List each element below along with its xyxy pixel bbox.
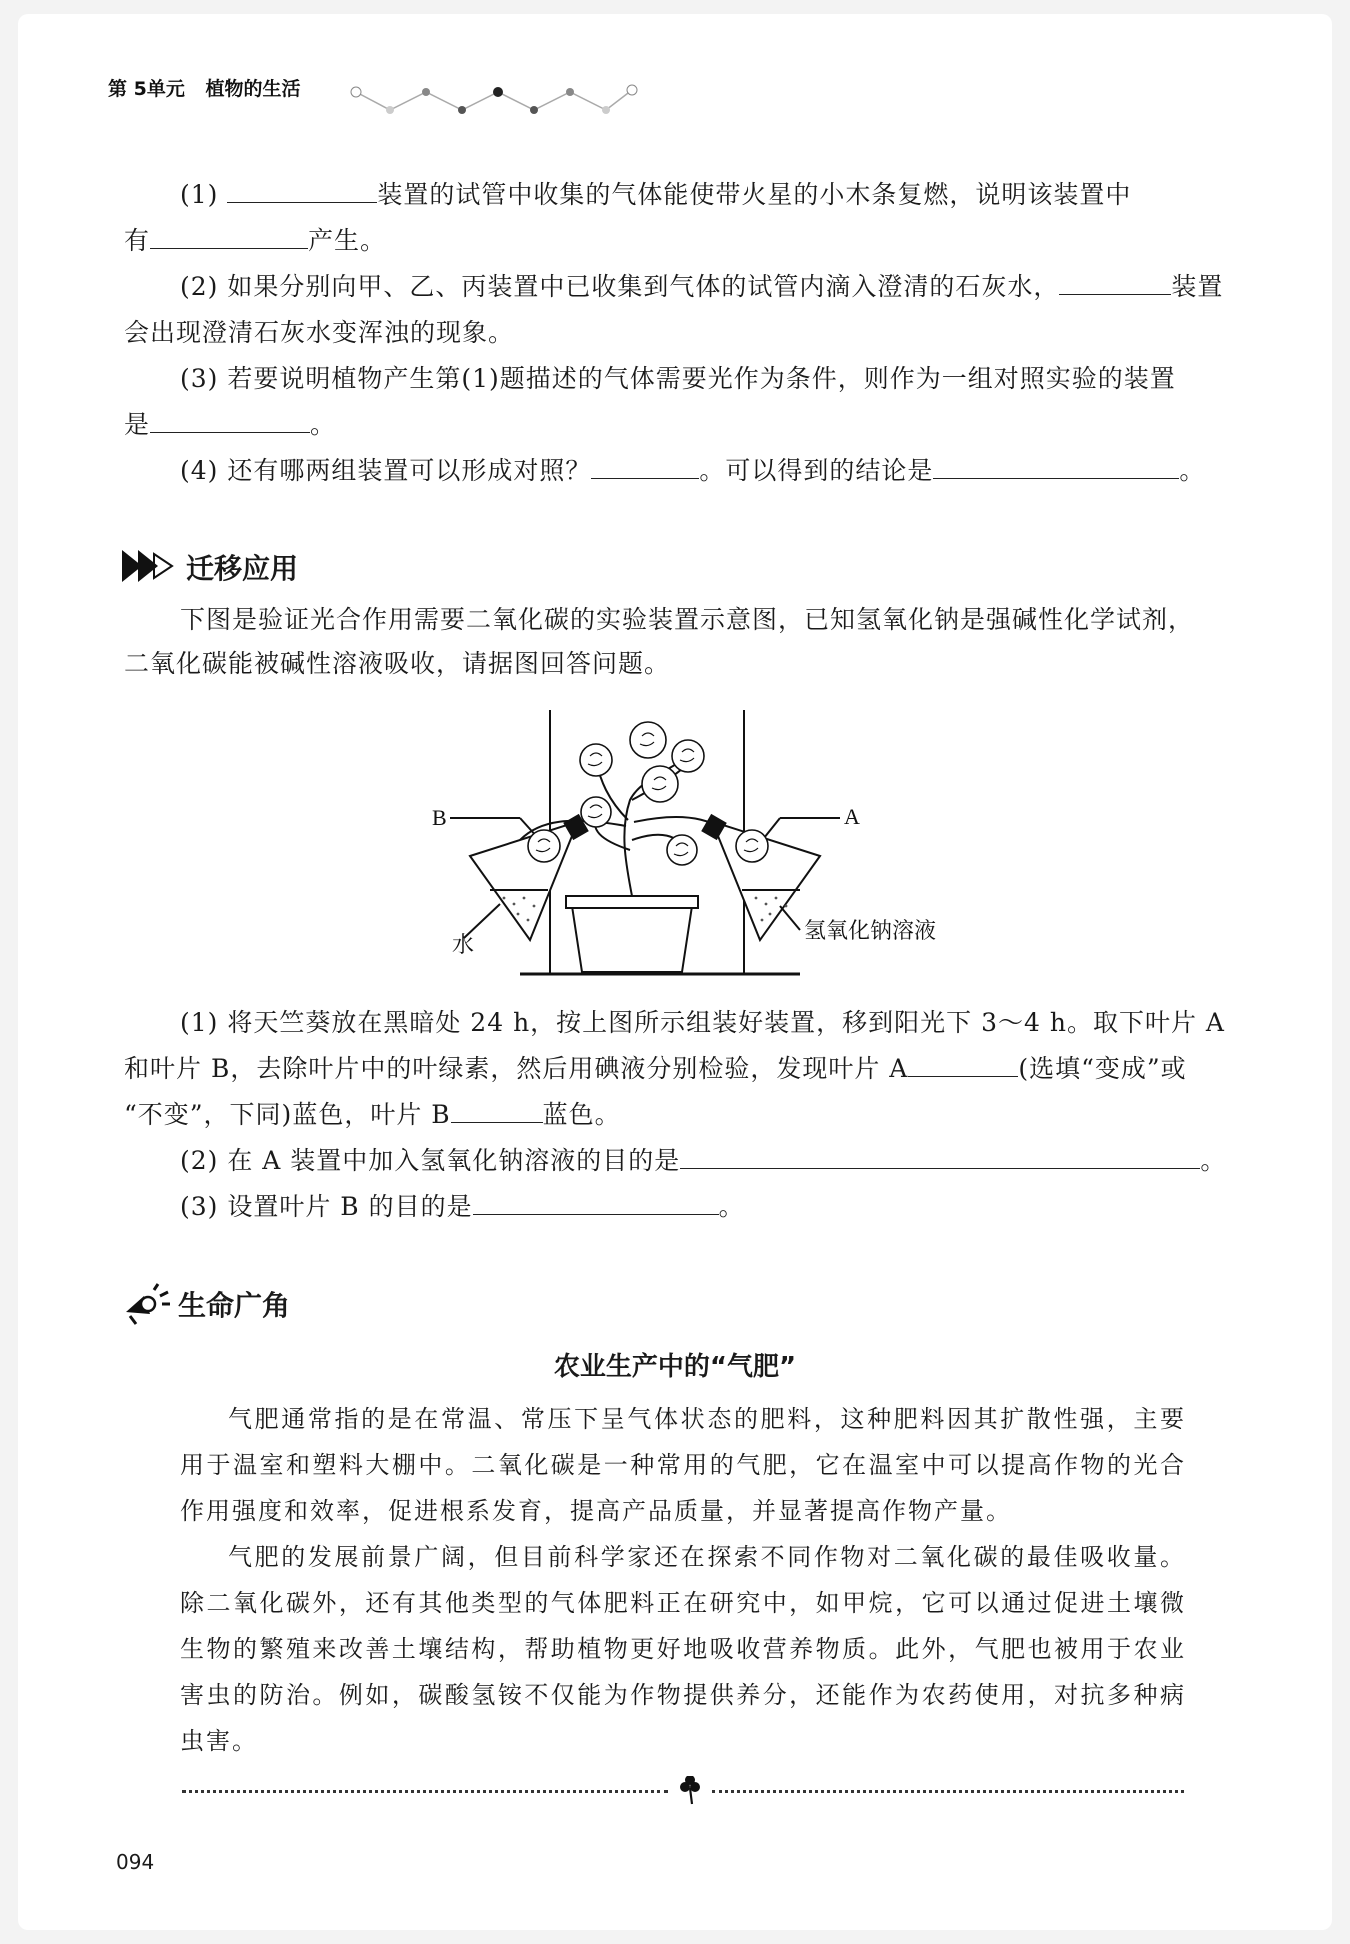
- answer-blank[interactable]: [680, 1140, 1200, 1169]
- answer-blank[interactable]: [473, 1186, 719, 1215]
- transfer-question-1-line3: “不变”，下同)蓝色，叶片 B 蓝色。: [124, 1092, 621, 1138]
- transfer-intro-line1: 下图是验证光合作用需要二氧化碳的实验装置示意图，已知氢氧化钠是强碱性化学试剂，: [180, 605, 1195, 634]
- section-title-transfer: 迁移应用: [186, 552, 299, 585]
- answer-blank[interactable]: [150, 220, 308, 249]
- question-1-line2: 有 产生。: [124, 218, 386, 264]
- question-2-line2: 会出现澄清石灰水变浑浊的现象。: [124, 318, 515, 347]
- figure-label-b: B: [432, 805, 447, 830]
- answer-blank[interactable]: [451, 1094, 543, 1123]
- transfer-question-1-line2: 和叶片 B，去除叶片中的叶绿素，然后用碘液分别检验，发现叶片 A (选填“变成”或: [124, 1046, 1187, 1092]
- answer-blank[interactable]: [1059, 266, 1171, 295]
- article-paragraph-2: 气肥的发展前景广阔，但目前科学家还在探索不同作物对二氧化碳的最佳吸收量。除二氧化碳外，还有其他类型的气体肥料正在研究中，如甲烷，它可以通过促进土壤微生物的繁殖来改善土壤结构，帮助植物更好地吸收营养物质。此外，气肥也被用于农业害虫的防治。例如，碳酸氢铵不仅能为作物提供养分，还能作为农药使用，对抗多种病虫害。: [180, 1543, 1186, 1755]
- header-decoration: [350, 80, 640, 120]
- transfer-question-2: (2) 在 A 装置中加入氢氧化钠溶液的目的是 。: [180, 1138, 1226, 1184]
- question-3-line2: 是 。: [124, 402, 336, 448]
- question-2-line1: (2) 如果分别向甲、乙、丙装置中已收集到气体的试管内滴入澄清的石灰水， 装置: [180, 264, 1223, 310]
- answer-blank[interactable]: [150, 404, 310, 433]
- unit-title: 植物的生活: [205, 78, 301, 100]
- page-number: 094: [116, 1850, 155, 1874]
- figure-label-a: A: [844, 804, 860, 829]
- section-title-life: 生命广角: [178, 1289, 291, 1322]
- article-paragraph-1: 气肥通常指的是在常温、常压下呈气体状态的肥料，这种肥料因其扩散性强，主要用于温室和塑料大棚中。二氧化碳是一种常用的气肥，它在温室中可以提高作物的光合作用强度和效率，促进根系发育，提高产品质量，并显著提高作物产量。: [180, 1405, 1186, 1525]
- article-title: 农业生产中的“气肥”: [553, 1352, 797, 1382]
- unit-label: 第 5单元: [108, 78, 185, 100]
- answer-blank[interactable]: [227, 174, 377, 203]
- figure-label-water: 水: [452, 932, 475, 957]
- running-header: [108, 74, 314, 101]
- transfer-question-1-line1: (1) 将天竺葵放在黑暗处 24 h，按上图所示组装好装置，移到阳光下 3～4 h。取下叶片 A: [180, 1008, 1225, 1037]
- question-4: (4) 还有哪两组装置可以形成对照？ 。可以得到的结论是 。: [180, 448, 1205, 494]
- answer-blank[interactable]: [591, 450, 699, 479]
- megaphone-icon: [122, 1282, 170, 1326]
- fast-forward-icon: [120, 546, 180, 586]
- experiment-figure: [420, 700, 980, 980]
- divider-left: [182, 1790, 668, 1793]
- answer-blank[interactable]: [933, 450, 1179, 479]
- question-1-line1: (1) 装置的试管中收集的气体能使带火星的小木条复燃，说明该装置中: [180, 172, 1131, 218]
- transfer-question-3: (3) 设置叶片 B 的目的是 。: [180, 1184, 745, 1230]
- article-body: [180, 1396, 1186, 1764]
- figure-label-naoh: 氢氧化钠溶液: [804, 918, 937, 943]
- transfer-intro-line2: 二氧化碳能被碱性溶液吸收，请据图回答问题。: [124, 649, 671, 678]
- answer-blank[interactable]: [908, 1048, 1018, 1077]
- clover-icon: [676, 1776, 704, 1806]
- divider-right: [712, 1790, 1184, 1793]
- question-3-line1: (3) 若要说明植物产生第(1)题描述的气体需要光作为条件，则作为一组对照实验的装置: [180, 364, 1176, 393]
